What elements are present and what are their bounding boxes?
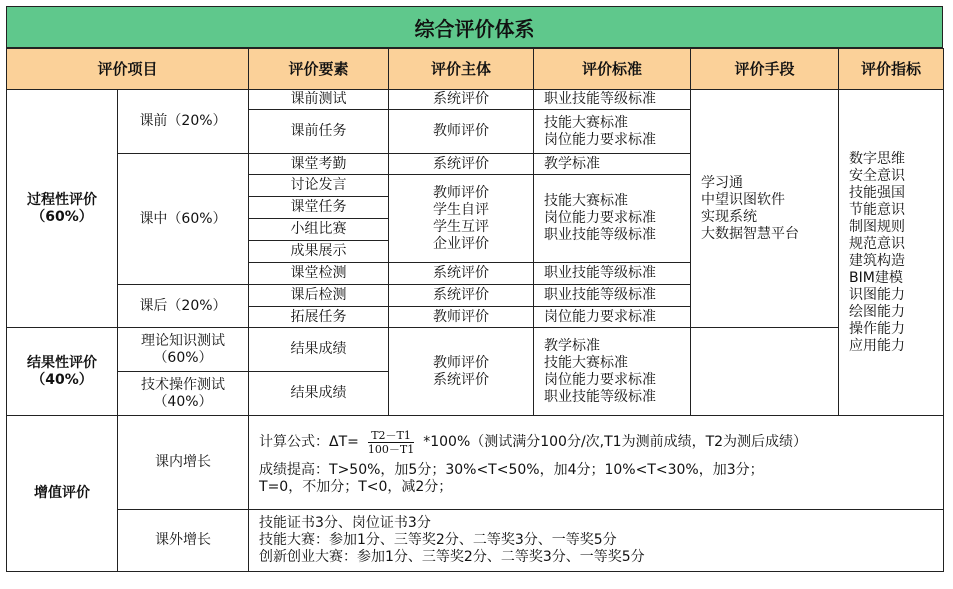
standard-cell: 岗位能力要求标准 xyxy=(534,307,691,328)
element-cell: 课堂考勤 xyxy=(249,154,389,175)
element-cell: 课后检测 xyxy=(249,285,389,307)
standard-cell: 技能大赛标准 岗位能力要求标准 xyxy=(534,110,691,154)
element-cell: 结果成绩 xyxy=(249,372,389,416)
table-row xyxy=(7,328,944,372)
inner-growth-label: 课内增长 xyxy=(118,416,249,510)
formula-prefix: 计算公式：ΔT= xyxy=(259,434,359,450)
score-rule-line1: 成绩提高：T>50%，加5分；30%<T<50%，加4分；10%<T<30%，加3分； xyxy=(259,462,764,478)
header-indicator: 评价指标 xyxy=(839,49,944,90)
table-row xyxy=(7,90,944,110)
element-cell: 课堂任务 xyxy=(249,197,389,219)
element-cell: 小组比赛 xyxy=(249,219,389,241)
means-cell: 学习通 中望识图软件 实现系统 大数据智慧平台 xyxy=(691,90,839,328)
element-cell: 成果展示 xyxy=(249,241,389,263)
formula-numerator: T2－T1 xyxy=(368,429,414,443)
header-row xyxy=(7,49,944,90)
table-row xyxy=(7,510,944,572)
standard-cell: 职业技能等级标准 xyxy=(534,285,691,307)
in-class-label: 课中（60%） xyxy=(118,154,249,285)
subject-cell: 教师评价 系统评价 xyxy=(389,328,534,416)
element-cell: 课前任务 xyxy=(249,110,389,154)
evaluation-grid xyxy=(6,48,944,572)
table-row xyxy=(7,416,944,510)
post-class-label: 课后（20%） xyxy=(118,285,249,328)
means-cell-empty xyxy=(691,328,839,416)
standard-cell: 教学标准 xyxy=(534,154,691,175)
evaluation-system-table-frame xyxy=(6,6,943,583)
inner-growth-detail xyxy=(249,416,944,510)
standard-cell: 技能大赛标准 岗位能力要求标准 职业技能等级标准 xyxy=(534,175,691,263)
header-element: 评价要素 xyxy=(249,49,389,90)
subject-cell: 系统评价 xyxy=(389,285,534,307)
subject-cell: 教师评价 xyxy=(389,307,534,328)
formula-suffix: *100%（测试满分100分/次,T1为测前成绩，T2为测后成绩） xyxy=(423,434,808,450)
formula-fraction xyxy=(365,429,417,456)
skill-test-label: 技术操作测试 （40%） xyxy=(118,372,249,416)
header-means: 评价手段 xyxy=(691,49,839,90)
indicator-cell: 数字思维 安全意识 技能强国 节能意识 制图规则 规范意识 建筑构造 BIM建模 识图能力 绘图能力 操作能力 应用能力 xyxy=(839,90,944,416)
subject-cell: 系统评价 xyxy=(389,154,534,175)
element-cell: 课前测试 xyxy=(249,90,389,110)
header-standard: 评价标准 xyxy=(534,49,691,90)
standard-cell: 教学标准 技能大赛标准 岗位能力要求标准 职业技能等级标准 xyxy=(534,328,691,416)
result-eval-label: 结果性评价 （40%） xyxy=(7,328,118,416)
element-cell: 课堂检测 xyxy=(249,263,389,285)
subject-cell: 教师评价 xyxy=(389,110,534,154)
subject-cell: 系统评价 xyxy=(389,90,534,110)
process-eval-label: 过程性评价 （60%） xyxy=(7,90,118,328)
header-subject: 评价主体 xyxy=(389,49,534,90)
element-cell: 拓展任务 xyxy=(249,307,389,328)
outer-growth-detail: 技能证书3分、岗位证书3分 技能大赛：参加1分、三等奖2分、二等奖3分、一等奖5分 创新创业大赛：参加1分、三等奖2分、二等奖3分、一等奖5分 xyxy=(249,510,944,572)
theory-test-label: 理论知识测试 （60%） xyxy=(118,328,249,372)
header-item: 评价项目 xyxy=(7,49,249,90)
standard-cell: 职业技能等级标准 xyxy=(534,263,691,285)
table-title: 综合评价体系 xyxy=(6,6,943,48)
pre-class-label: 课前（20%） xyxy=(118,90,249,154)
standard-cell: 职业技能等级标准 xyxy=(534,90,691,110)
subject-cell: 教师评价 学生自评 学生互评 企业评价 xyxy=(389,175,534,263)
outer-growth-label: 课外增长 xyxy=(118,510,249,572)
formula-line xyxy=(259,429,939,456)
score-rule-line2: T=0，不加分；T<0，减2分； xyxy=(259,479,453,495)
subject-cell: 系统评价 xyxy=(389,263,534,285)
value-added-label: 增值评价 xyxy=(7,416,118,572)
element-cell: 结果成绩 xyxy=(249,328,389,372)
formula-denominator: 100－T1 xyxy=(367,443,415,456)
element-cell: 讨论发言 xyxy=(249,175,389,197)
